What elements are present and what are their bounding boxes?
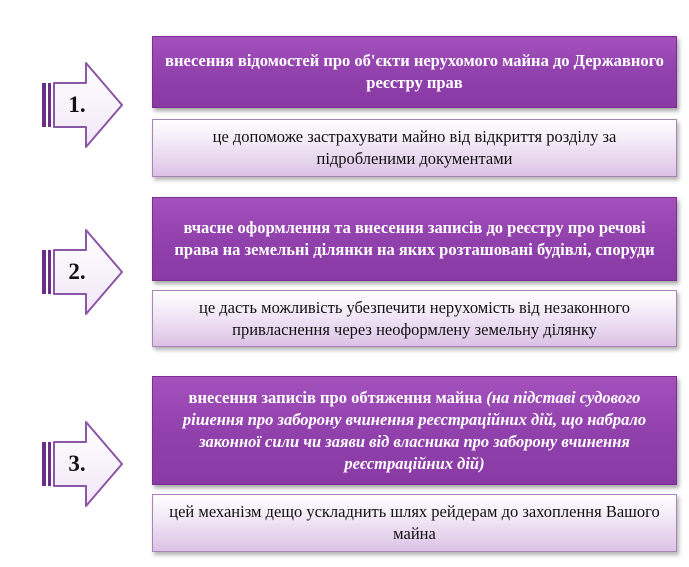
step-action-box xyxy=(152,36,677,108)
step-action-text: внесення записів про обтяження майна (на підставі судового рішення про заборону вчинення реєстраційних дій, що набрало законної сили чи заяви від власника про заборону вчинення реєстраційних дій) xyxy=(182,387,647,473)
arrow-icon xyxy=(42,229,124,315)
step-action-text: вчасне оформлення та внесення записів до реєстру про речові права на земельні ділянки на яких розташовані будівлі, споруди xyxy=(174,218,655,259)
step-result-box xyxy=(152,494,677,552)
step-number: 1. xyxy=(68,92,86,117)
step-result-text: це дасть можливість убезпечити нерухомість від незаконного привласнення через неоформлену земельну ділянку xyxy=(198,297,630,339)
step-number: 3. xyxy=(68,451,86,476)
step-result-box xyxy=(152,119,677,177)
arrow-icon xyxy=(42,421,124,507)
arrow-icon xyxy=(42,62,124,148)
step-result-text: цей механізм дещо ускладнить шлях рейдерам до захоплення Вашого майна xyxy=(169,502,660,543)
step-action-text: внесення відомостей про об'єкти нерухомого майна до Державного реєстру прав xyxy=(165,51,664,92)
step-action-box xyxy=(152,376,677,485)
step-result-text: це допоможе застрахувати майно від відкриття розділу за підробленими документами xyxy=(212,127,617,168)
step-action-box xyxy=(152,197,677,281)
step-number: 2. xyxy=(68,259,86,284)
step-result-box xyxy=(152,290,677,347)
